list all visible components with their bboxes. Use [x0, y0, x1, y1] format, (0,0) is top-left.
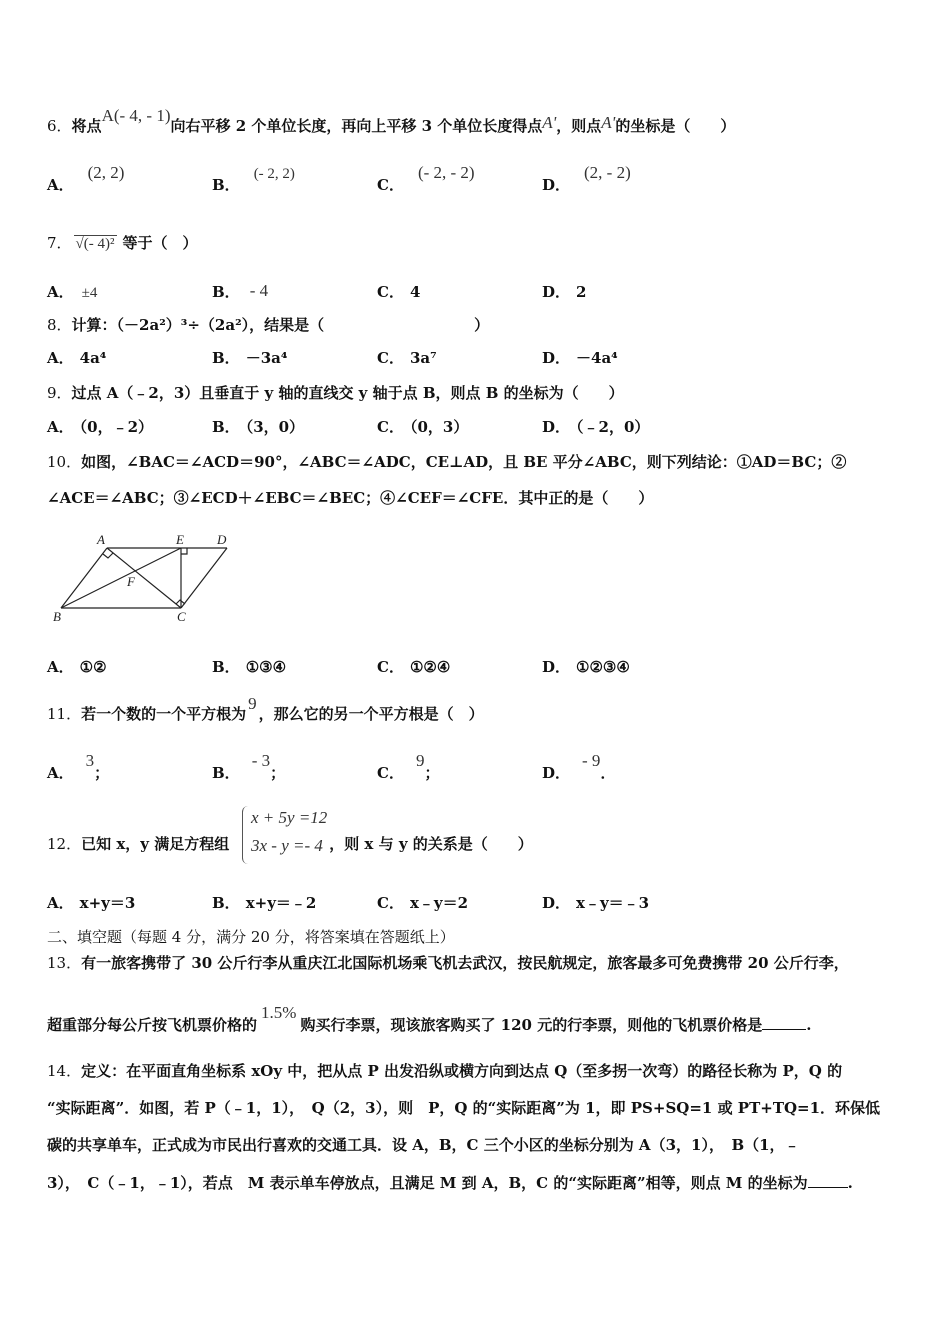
q10-option-d[interactable]: D． ①②③④: [542, 658, 630, 676]
q8-option-b[interactable]: B． －3a⁴: [212, 349, 288, 367]
q8-number: 8．: [47, 316, 72, 334]
q8-option-a[interactable]: A． 4a⁴: [47, 349, 107, 367]
q7-option-c[interactable]: C． 4: [377, 283, 421, 301]
figure-edge-cd: [181, 548, 227, 608]
q9-number: 9．: [47, 384, 72, 402]
section-2-heading: 二、填空题（每题 4 分，满分 20 分，将答案填在答题纸上）: [47, 928, 455, 946]
q11-option-a[interactable]: A．3；: [47, 751, 110, 782]
q9-stem: 9．过点 A（﹣2，3）且垂直于 y 轴的直线交 y 轴于点 B，则点 B 的坐标为（ ）: [47, 384, 624, 402]
figure-label-d: D: [217, 532, 227, 547]
q7-option-b[interactable]: B． - 4: [212, 281, 269, 301]
q8-option-c[interactable]: C． 3a⁷: [377, 349, 437, 367]
figure-label-a: A: [97, 532, 105, 547]
q11-math-9: 9: [248, 694, 257, 713]
q9-option-a[interactable]: A． （0，﹣2）: [47, 418, 154, 436]
q10-stem-line2: ∠ACE＝∠ABC；③∠ECD＋∠EBC＝∠BEC；④∠CEF＝∠CFE．其中正的是（ ）: [47, 489, 654, 507]
figure-label-c: C: [177, 609, 186, 624]
q7-option-a[interactable]: A． ±4: [47, 283, 98, 301]
q11-option-c[interactable]: C．9；: [377, 751, 440, 782]
q8-option-d[interactable]: D． －4a⁴: [542, 349, 618, 367]
q6-option-a[interactable]: A．(2, 2): [47, 163, 125, 194]
q6-option-b[interactable]: B．(- 2, 2): [212, 166, 295, 194]
q12-option-c[interactable]: C． x﹣y＝2: [377, 894, 469, 912]
q6-number: 6．: [47, 117, 72, 135]
q8-stem: 8．计算：（－2a²）³÷（2a²），结果是（ ）: [47, 316, 490, 334]
q10-stem-line1: 10．如图，∠BAC＝∠ACD＝90°，∠ABC＝∠ADC，CE⊥AD，且 BE 平分∠ABC，则下列结论：①AD＝BC；②: [47, 453, 847, 471]
q13-answer-blank[interactable]: [762, 1015, 806, 1030]
q7-sqrt-math: √(- 4)²: [75, 236, 115, 252]
q10-option-c[interactable]: C． ①②④: [377, 658, 451, 676]
q14-line4: 3）， C（﹣1，﹣1），若点 M 表示单车停放点，且满足 M 到 A，B，C 的“实际距离”相等，则点 M 的坐标为 .: [47, 1174, 853, 1192]
q14-number: 14．: [47, 1062, 82, 1080]
q6-option-d[interactable]: D．(2, - 2): [542, 163, 631, 194]
figure-label-f: F: [127, 574, 135, 589]
q11-number: 11．: [47, 705, 82, 723]
figure-edge-be: [61, 548, 181, 608]
q12-option-a[interactable]: A． x+y＝3: [47, 894, 136, 912]
q12-option-d[interactable]: D． x﹣y＝﹣3: [542, 894, 650, 912]
q12-equation-system: [242, 806, 343, 864]
q14-line2: “实际距离”．如图，若 P（﹣1，1）， Q（2，3），则 P，Q 的“实际距离”为 1，即 PS+SQ=1 或 PT+TQ=1．环保低: [47, 1099, 881, 1117]
q12-equation-2: 3x - y =- 4: [251, 836, 323, 855]
q7-stem: 7． √(- 4)² 等于（ ）: [47, 234, 198, 252]
q10-number: 10．: [47, 453, 82, 471]
q12-number: 12．: [47, 835, 82, 853]
q11-option-d[interactable]: D．- 9．: [542, 751, 616, 782]
q6-stem: 6．将点A(- 4, - 1)向右平移 2 个单位长度，再向上平移 3 个单位长度得点A'，则点A'的坐标是（ ）: [47, 106, 736, 135]
q7-number: 7．: [47, 234, 72, 252]
q14-line1: 14．定义：在平面直角坐标系 xOy 中，把从点 P 出发沿纵或横方向到达点 Q（至多拐一次弯）的路径长称为 P，Q 的: [47, 1062, 843, 1080]
q12-equation-1: x + 5y =12: [251, 808, 328, 827]
q6-point-math: A(- 4, - 1): [101, 106, 171, 125]
right-angle-mark-a: [103, 553, 113, 558]
q12-option-b[interactable]: B． x+y＝﹣2: [212, 894, 317, 912]
q11-stem: 11．若一个数的一个平方根为9，那么它的另一个平方根是（ ）: [47, 694, 484, 723]
q13-stem-line1: 13．有一旅客携带了 30 公斤行李从重庆江北国际机场乘飞机去武汉，按民航规定，旅客最多可免费携带 20 公斤行李，: [47, 954, 849, 972]
q13-stem-line2: 超重部分每公斤按飞机票价格的1.5%购买行李票，现该旅客购买了 120 元的行李票，则他的飞机票价格是 .: [47, 1003, 812, 1034]
q6-option-c[interactable]: C．(- 2, - 2): [377, 163, 475, 194]
figure-label-e: E: [176, 532, 184, 547]
q7-option-d[interactable]: D． 2: [542, 283, 587, 301]
right-angle-mark-e: [181, 548, 187, 554]
q13-percent-math: 1.5%: [261, 1003, 297, 1022]
q6-a-prime-2: A': [601, 113, 616, 132]
q10-option-b[interactable]: B． ①③④: [212, 658, 287, 676]
q10-option-a[interactable]: A． ①②: [47, 658, 107, 676]
figure-edge-ac: [107, 548, 181, 608]
q12-stem: 12．已知 x，y 满足方程组 ，则 x 与 y 的关系是（ ）: [47, 835, 533, 853]
q11-option-b[interactable]: B．- 3；: [212, 751, 286, 782]
figure-edge-ab: [61, 548, 107, 608]
q13-number: 13．: [47, 954, 82, 972]
q14-answer-blank[interactable]: [808, 1173, 848, 1188]
figure-label-b: B: [53, 609, 61, 624]
q10-figure: [45, 524, 245, 624]
q9-option-c[interactable]: C． （0，3）: [377, 418, 469, 436]
q14-line3: 碳的共享单车，正式成为市民出行喜欢的交通工具．设 A，B，C 三个小区的坐标分别为 A（3，1）， B（1，﹣: [47, 1136, 800, 1154]
q6-a-prime-1: A': [542, 113, 557, 132]
q9-option-b[interactable]: B． （3，0）: [212, 418, 305, 436]
q9-option-d[interactable]: D． （﹣2，0）: [542, 418, 650, 436]
